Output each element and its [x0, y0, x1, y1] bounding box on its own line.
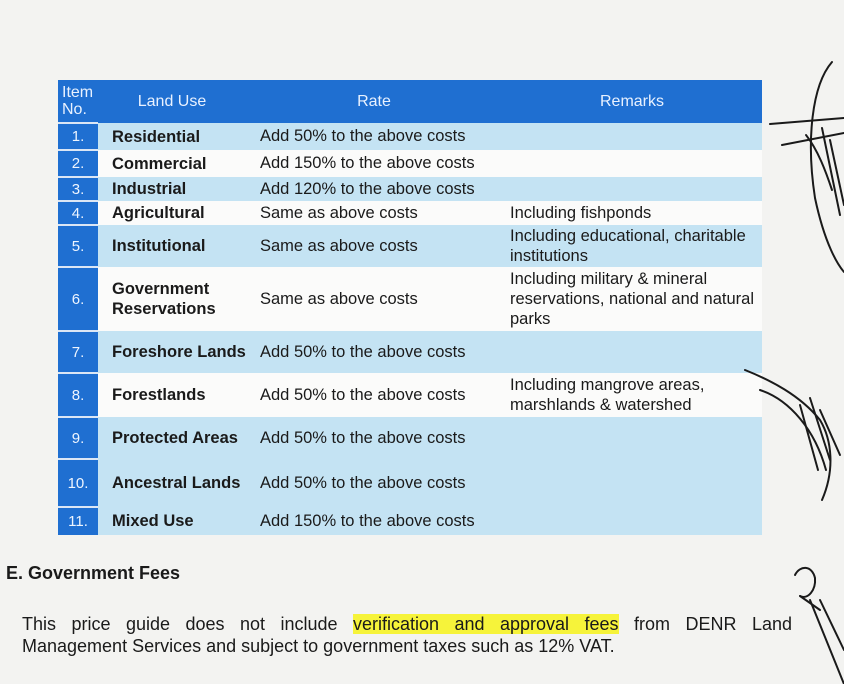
remarks-cell: [502, 459, 762, 507]
table-row: [58, 201, 762, 225]
land-use-cell: Protected Areas: [98, 417, 246, 459]
land-use-cell: Mixed Use: [98, 507, 246, 535]
remarks-cell: [502, 331, 762, 373]
header-remarks: Remarks: [502, 80, 762, 123]
item-number: 5.: [58, 225, 98, 267]
rate-cell: Add 50% to the above costs: [246, 459, 502, 507]
header-rate: Rate: [246, 80, 502, 123]
land-use-cell: Industrial: [98, 177, 246, 201]
item-number: 11.: [58, 507, 98, 535]
land-use-cell: Ancestral Lands: [98, 459, 246, 507]
remarks-cell: Including educational, charitable institutions: [502, 225, 762, 267]
land-use-rate-table-container: [58, 80, 762, 535]
item-number: 10.: [58, 459, 98, 507]
table-row: [58, 507, 762, 535]
land-use-cell: Commercial: [98, 150, 246, 177]
item-number: 1.: [58, 123, 98, 150]
remarks-cell: [502, 507, 762, 535]
table-row: [58, 225, 762, 267]
remarks-cell: [502, 150, 762, 177]
rate-cell: Same as above costs: [246, 267, 502, 331]
land-use-rate-table: [58, 80, 762, 535]
paragraph-line-1: [22, 613, 792, 635]
rate-cell: Same as above costs: [246, 201, 502, 225]
rate-cell: Add 150% to the above costs: [246, 507, 502, 535]
land-use-cell: Residential: [98, 123, 246, 150]
table-header-row: [58, 80, 762, 123]
table-row: [58, 373, 762, 417]
item-number: 8.: [58, 373, 98, 417]
item-number: 6.: [58, 267, 98, 331]
table-row: [58, 123, 762, 150]
paragraph-line-2: Management Services and subject to government taxes such as 12% VAT.: [22, 636, 615, 656]
header-land-use: Land Use: [98, 80, 246, 123]
rate-cell: Add 50% to the above costs: [246, 417, 502, 459]
item-number: 2.: [58, 150, 98, 177]
table-row: [58, 150, 762, 177]
table-row: [58, 267, 762, 331]
rate-cell: Add 50% to the above costs: [246, 123, 502, 150]
land-use-cell: Government Reservations: [98, 267, 246, 331]
rate-cell: Add 120% to the above costs: [246, 177, 502, 201]
remarks-cell: [502, 417, 762, 459]
rate-cell: Same as above costs: [246, 225, 502, 267]
paragraph-text: This price guide does not include: [22, 614, 353, 634]
item-number: 9.: [58, 417, 98, 459]
land-use-cell: Agricultural: [98, 201, 246, 225]
remarks-cell: Including fishponds: [502, 201, 762, 225]
table-row: [58, 417, 762, 459]
remarks-cell: [502, 123, 762, 150]
land-use-cell: Institutional: [98, 225, 246, 267]
table-row: [58, 331, 762, 373]
remarks-cell: [502, 177, 762, 201]
rate-cell: Add 150% to the above costs: [246, 150, 502, 177]
rate-cell: Add 50% to the above costs: [246, 331, 502, 373]
item-number: 3.: [58, 177, 98, 201]
remarks-cell: Including military & mineral reservations, national and natural parks: [502, 267, 762, 331]
section-title: E. Government Fees: [6, 563, 181, 583]
remarks-cell: Including mangrove areas, marshlands & watershed: [502, 373, 762, 417]
land-use-cell: Forestlands: [98, 373, 246, 417]
header-item-no: Item No.: [58, 80, 98, 123]
highlighted-text: verification and approval fees: [352, 614, 619, 634]
rate-cell: Add 50% to the above costs: [246, 373, 502, 417]
paragraph-text: from DENR Land: [618, 614, 792, 634]
land-use-cell: Foreshore Lands: [98, 331, 246, 373]
item-number: 4.: [58, 201, 98, 225]
table-row: [58, 177, 762, 201]
item-number: 7.: [58, 331, 98, 373]
table-row: [58, 459, 762, 507]
government-fees-paragraph: [22, 613, 792, 657]
